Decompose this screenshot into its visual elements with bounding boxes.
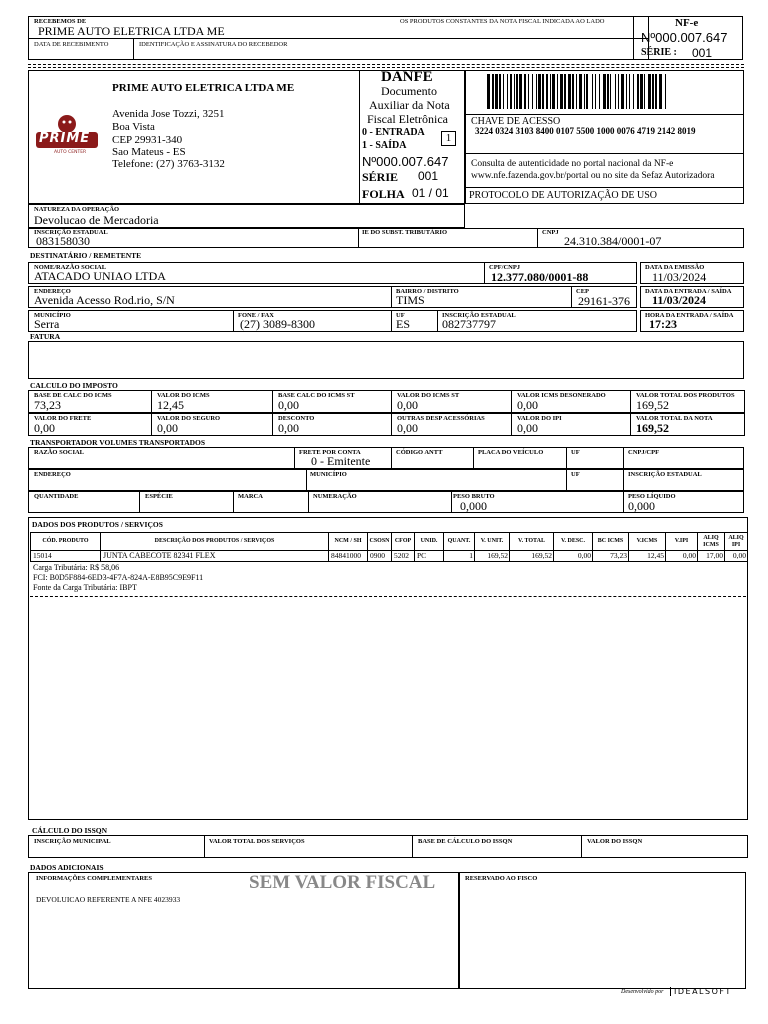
barcode-bar (499, 74, 501, 109)
tax-label: VALOR ICMS DESONERADO (517, 392, 606, 399)
recipient-ie-label: INSCRIÇÃO ESTADUAL (442, 312, 516, 319)
tax-value: 73,23 (34, 398, 61, 412)
exit-date: 11/03/2024 (652, 293, 707, 307)
barcode-bar (633, 74, 634, 109)
products-row-cell: 1 (443, 551, 475, 562)
recipient-cnpj: 12.377.080/0001-88 (491, 270, 589, 284)
product-extra-tax: Carga Tributária: R$ 58,06 (33, 563, 120, 572)
products-header-cell: V. UNIT. (474, 532, 510, 551)
developer-brand: IDEALSOFT (670, 987, 732, 996)
products-box (28, 517, 748, 820)
tax-value: 0,00 (517, 398, 538, 412)
recipient-name-label: NOME/RAZÃO SOCIAL (34, 264, 107, 271)
products-header-cell: V. TOTAL (509, 532, 554, 551)
barcode-bar (640, 74, 643, 109)
barcode-bar (560, 74, 563, 109)
stub-nfe-label: NF-e (675, 17, 699, 29)
freight-label: FRETE POR CONTA (299, 449, 361, 456)
tax-cell (151, 413, 273, 436)
exit-time: 17:23 (649, 317, 677, 331)
barcode-bar (550, 74, 551, 109)
products-row-cell: 5202 (391, 551, 415, 562)
tax-label: VALOR TOTAL DA NOTA (636, 415, 713, 422)
recipient-district: TIMS (396, 293, 425, 307)
products-row-cell: 17,00 (697, 551, 725, 562)
cut-line (28, 64, 744, 65)
ie-label: INSCRIÇÃO ESTADUAL (34, 229, 108, 236)
tax-label: BASE CALC DO ICMS ST (278, 392, 355, 399)
barcode-bar (542, 74, 544, 109)
products-row-cell: 0,00 (665, 551, 698, 562)
antt-label: CÓDIGO ANTT (396, 449, 443, 456)
barcode-bar (536, 74, 537, 109)
receiver-signature-label: IDENTIFICAÇÃO E ASSINATURA DO RECEBEDOR (139, 41, 288, 48)
carrier-uf2-label: UF (571, 471, 580, 478)
barcode-bar (492, 74, 494, 109)
fiscal-reserved-box (459, 872, 746, 989)
tax-label: BASE DE CALC DO ICMS (34, 392, 112, 399)
emission-date: 11/03/2024 (652, 270, 707, 284)
barcode-bar (626, 74, 627, 109)
recipient-row3 (28, 310, 637, 332)
access-key-value: 3224 0324 3103 8400 0107 5500 1000 0076 4719 2142 8019 (475, 126, 696, 136)
danfe-line3: Fiscal Eletrônica (367, 112, 448, 126)
barcode-bar (621, 74, 624, 109)
barcode-bar (659, 74, 662, 109)
freight-value: 0 - Emitente (311, 454, 371, 468)
tax-cell (511, 390, 631, 413)
products-header-cell: BC ICMS (592, 532, 629, 551)
products-header-cell: CSOSN (367, 532, 392, 551)
gross-weight: 0,000 (460, 499, 487, 513)
additional-info-text: DEVOLUICAO REFERENTE A NFE 4023933 (36, 895, 181, 904)
tax-cell (391, 413, 512, 436)
issuer-logo (34, 112, 100, 158)
barcode-bar (644, 74, 645, 109)
products-header-cell: V.ICMS (628, 532, 666, 551)
tax-section-title: CALCULO DO IMPOSTO (30, 381, 118, 390)
issuer-name: PRIME AUTO ELETRICA LTDA ME (112, 82, 295, 94)
recipient-phone-label: FONE / FAX (238, 312, 274, 319)
products-header-cell: DESCRIÇÃO DOS PRODUTOS / SERVIÇOS (100, 532, 329, 551)
products-header-cell: QUANT. (443, 532, 475, 551)
nature-label: NATUREZA DA OPERAÇÃO (34, 206, 120, 213)
barcode-bar (514, 74, 515, 109)
recipient-uf: ES (396, 317, 411, 331)
invoice-section-title: FATURA (30, 332, 61, 341)
issqn-services-label: VALOR TOTAL DOS SERVIÇOS (209, 838, 305, 845)
barcode-bar (655, 74, 657, 109)
danfe-serie-label: SÉRIE (362, 170, 399, 184)
tax-value: 169,52 (636, 421, 669, 435)
recipient-name: ATACADO UNIAO LTDA (34, 269, 166, 283)
barcode-bar (576, 74, 577, 109)
recipient-uf-label: UF (396, 312, 405, 319)
issuer-city: Sao Mateus - ES (112, 146, 186, 158)
ie-st-label: IE DO SUBST. TRIBUTÁRIO (362, 229, 448, 236)
carrier-section-title: TRANSPORTADOR VOLUMES TRANSPORTADOS (30, 438, 206, 447)
carrier-city-label: MUNICÍPIO (310, 471, 347, 478)
tax-label: VALOR TOTAL DOS PRODUTOS (636, 392, 735, 399)
issuer-address: Avenida Jose Tozzi, 3251 (112, 108, 225, 120)
carrier-ie-label: INSCRIÇÃO ESTADUAL (628, 471, 702, 478)
cnpj-value: 24.310.384/0001-07 (564, 234, 662, 248)
brand-label: MARCA (238, 493, 263, 500)
net-weight-label: PESO LÍQUIDO (628, 493, 676, 500)
recipient-district-label: BAIRRO / DISTRITO (396, 288, 459, 295)
issuer-phone: Telefone: (27) 3763-3132 (112, 158, 225, 170)
barcode-bar (637, 74, 639, 109)
products-header-cell: CFOP (391, 532, 415, 551)
tax-label: VALOR DO ICMS ST (397, 392, 460, 399)
products-row-cell: 15014 (30, 551, 101, 562)
tipo-entrada: 0 - ENTRADA (362, 127, 425, 138)
barcode-bar (546, 74, 548, 109)
barcode-bar (519, 74, 522, 109)
barcode-bar (495, 74, 498, 109)
barcode-bar (557, 74, 558, 109)
recipient-phone: (27) 3089-8300 (240, 317, 315, 331)
barcode-bar (595, 74, 596, 109)
recipient-cep: 29161-376 (578, 294, 630, 308)
tax-label: VALOR DO ICMS (157, 392, 210, 399)
barcode-bar (586, 74, 588, 109)
received-from-company: PRIME AUTO ELETRICA LTDA ME (38, 24, 225, 38)
recipient-address-label: ENDEREÇO (34, 288, 71, 295)
stub-nfe-number: Nº000.007.647 (641, 30, 728, 45)
gross-weight-label: PESO BRUTO (453, 493, 495, 500)
barcode-bar (615, 74, 616, 109)
products-header-cell: V. DESC. (553, 532, 593, 551)
products-header-cell: V.IPI (665, 532, 698, 551)
barcode-bar (552, 74, 555, 109)
recipient-city-label: MUNICÍPIO (34, 312, 71, 319)
species-label: ESPÉCIE (145, 493, 173, 500)
barcode-bar (584, 74, 585, 109)
products-row-cell: 84841000 (328, 551, 368, 562)
exit-time-label: HORA DA ENTRADA / SAÍDA (645, 312, 734, 319)
danfe-title: DANFE (381, 69, 433, 85)
products-header-cell: UNID. (414, 532, 444, 551)
issuer-cep: CEP 29931-340 (112, 134, 183, 146)
emission-date-label: DATA DA EMISSÃO (645, 264, 705, 271)
logo-subtext: AUTO CENTER (54, 150, 87, 155)
issqn-value-label: VALOR DO ISSQN (587, 838, 643, 845)
tax-value: 0,00 (157, 421, 178, 435)
products-row-cell: PC (414, 551, 444, 562)
recipient-cep-label: CEP (576, 288, 589, 295)
tax-cell (151, 390, 273, 413)
tipo-saida: 1 - SAÍDA (362, 140, 407, 151)
tax-value: 0,00 (517, 421, 538, 435)
danfe-serie-value: 001 (418, 169, 439, 183)
consulta-line1: Consulta de autenticidade no portal nacional da NF-e (471, 159, 674, 169)
recipient-section-title: DESTINATÁRIO / REMETENTE (30, 251, 142, 260)
products-row-cell: 73,23 (592, 551, 629, 562)
products-header-cell: NCM / SH (328, 532, 368, 551)
barcode-bar (528, 74, 529, 109)
tax-value: 0,00 (278, 421, 299, 435)
barcode-bar (503, 74, 504, 109)
barcode-bar (568, 74, 571, 109)
product-extra-source: Fonte da Carga Tributária: IBPT (33, 583, 137, 592)
fiscal-reserved-label: RESERVADO AO FISCO (465, 875, 538, 882)
danfe-line1: Documento (381, 84, 437, 98)
danfe-line2: Auxiliar da Nota (369, 98, 450, 112)
barcode-bar (592, 74, 593, 109)
barcode-bar (524, 74, 526, 109)
tax-cell (28, 390, 152, 413)
products-row-cell: 169,52 (474, 551, 510, 562)
barcode-bar (516, 74, 518, 109)
issqn-section-title: CÁLCULO DO ISSQN (32, 826, 108, 835)
barcode-bar (487, 74, 490, 109)
recipient-address: Avenida Acesso Rod.rio, S/N (34, 293, 175, 307)
received-from-label: RECEBEMOS DE (34, 18, 87, 25)
access-key-label: CHAVE DE ACESSO (471, 116, 561, 127)
tax-cell (28, 413, 152, 436)
products-row-cell: 0,00 (553, 551, 593, 562)
no-fiscal-value-watermark: SEM VALOR FISCAL (249, 872, 436, 893)
logo-text: PRIME (39, 131, 91, 146)
barcode-bar (607, 74, 609, 109)
numbering-label: NUMERAÇÃO (313, 493, 357, 500)
barcode-bar (572, 74, 574, 109)
issqn-im-label: INSCRIÇÃO MUNICIPAL (34, 838, 111, 845)
cnpj-label: CNPJ (542, 229, 559, 236)
tax-label: VALOR DO FRETE (34, 415, 92, 422)
recipient-cnpj-label: CPF/CNPJ (489, 264, 521, 271)
stub-serie-label: SÉRIE : (641, 47, 677, 58)
barcode-bar (603, 74, 606, 109)
products-row-cell: JUNTA CABECOTE 82341 FLEX (100, 551, 329, 562)
tax-label: DESCONTO (278, 415, 315, 422)
products-row-cell: 0900 (367, 551, 392, 562)
tipo-value: 1 (441, 131, 456, 146)
barcode-bar (538, 74, 541, 109)
ie-value: 083158030 (36, 234, 90, 248)
carrier-address-label: ENDEREÇO (34, 471, 71, 478)
products-note: OS PRODUTOS CONSTANTES DA NOTA FISCAL INDICADA AO LADO (400, 18, 605, 25)
barcode-bar (510, 74, 512, 109)
tax-value: 0,00 (34, 421, 55, 435)
additional-section-title: DADOS ADICIONAIS (30, 863, 104, 872)
folha-label: FOLHA (362, 187, 405, 201)
additional-info-label: INFORMAÇÕES COMPLEMENTARES (36, 875, 152, 882)
barcode-bar (618, 74, 619, 109)
barcode (487, 74, 739, 109)
barcode-bar (564, 74, 566, 109)
barcode-bar (652, 74, 654, 109)
invoice-box (28, 341, 744, 379)
barcode-bar (648, 74, 651, 109)
nature-value: Devolucao de Mercadoria (34, 213, 159, 227)
tax-cell (272, 413, 392, 436)
barcode-bar (532, 74, 533, 109)
barcode-bar (610, 74, 611, 109)
barcode-bar (579, 74, 582, 109)
products-header-cell: ALIQ IPI (724, 532, 748, 551)
products-header-cell: ALIQ ICMS (697, 532, 725, 551)
barcode-bar (665, 74, 666, 109)
barcode-bar (599, 74, 600, 109)
carrier-uf-label: UF (571, 449, 580, 456)
tax-label: VALOR DO IPI (517, 415, 562, 422)
tax-value: 0,00 (278, 398, 299, 412)
receipt-date-label: DATA DE RECEBIMENTO (34, 41, 109, 48)
tax-value: 169,52 (636, 398, 669, 412)
issuer-district: Boa Vista (112, 121, 155, 133)
products-section-title: DADOS DOS PRODUTOS / SERVIÇOS (32, 520, 163, 529)
plate-label: PLACA DO VEÍCULO (478, 449, 544, 456)
barcode-bar (507, 74, 508, 109)
protocol-label: PROTOCOLO DE AUTORIZAÇÃO DE USO (469, 190, 657, 201)
tax-label: OUTRAS DESP ACESSÓRIAS (397, 415, 485, 422)
tax-cell (630, 390, 745, 413)
consulta-line2: www.nfe.fazenda.gov.br/portal ou no site da Sefaz Autorizadora (471, 171, 715, 181)
products-row-cell: 169,52 (509, 551, 554, 562)
products-header-cell: CÓD. PRODUTO (30, 532, 101, 551)
danfe-number: Nº000.007.647 (362, 154, 449, 169)
tax-cell (511, 413, 631, 436)
products-row-cell: 12,45 (628, 551, 666, 562)
folha-value: 01 / 01 (412, 186, 449, 200)
developed-by: Desenvolvido por (621, 989, 664, 995)
tax-cell (630, 413, 745, 436)
tax-label: VALOR DO SEGURO (157, 415, 221, 422)
net-weight: 0,000 (628, 499, 655, 513)
barcode-bar (629, 74, 630, 109)
tax-cell (391, 390, 512, 413)
product-extra-fci: FCI: B0D5F884-6ED3-4F7A-824A-E8B95C9E9F11 (33, 573, 204, 582)
tax-value: 12,45 (157, 398, 184, 412)
carrier-cnpj-label: CNPJ/CPF (628, 449, 660, 456)
tax-cell (272, 390, 392, 413)
recipient-ie: 082737797 (442, 317, 496, 331)
products-row-cell: 0,00 (724, 551, 748, 562)
qty-label: QUANTIDADE (34, 493, 79, 500)
issqn-base-label: BASE DE CÁLCULO DO ISSQN (418, 838, 513, 845)
tax-value: 0,00 (397, 421, 418, 435)
tax-value: 0,00 (397, 398, 418, 412)
stub-serie-value: 001 (692, 46, 713, 60)
recipient-city: Serra (34, 317, 60, 331)
products-divider (30, 596, 746, 597)
carrier-name-label: RAZÃO SOCIAL (34, 449, 85, 456)
exit-date-label: DATA DA ENTRADA / SAÍDA (645, 288, 732, 295)
